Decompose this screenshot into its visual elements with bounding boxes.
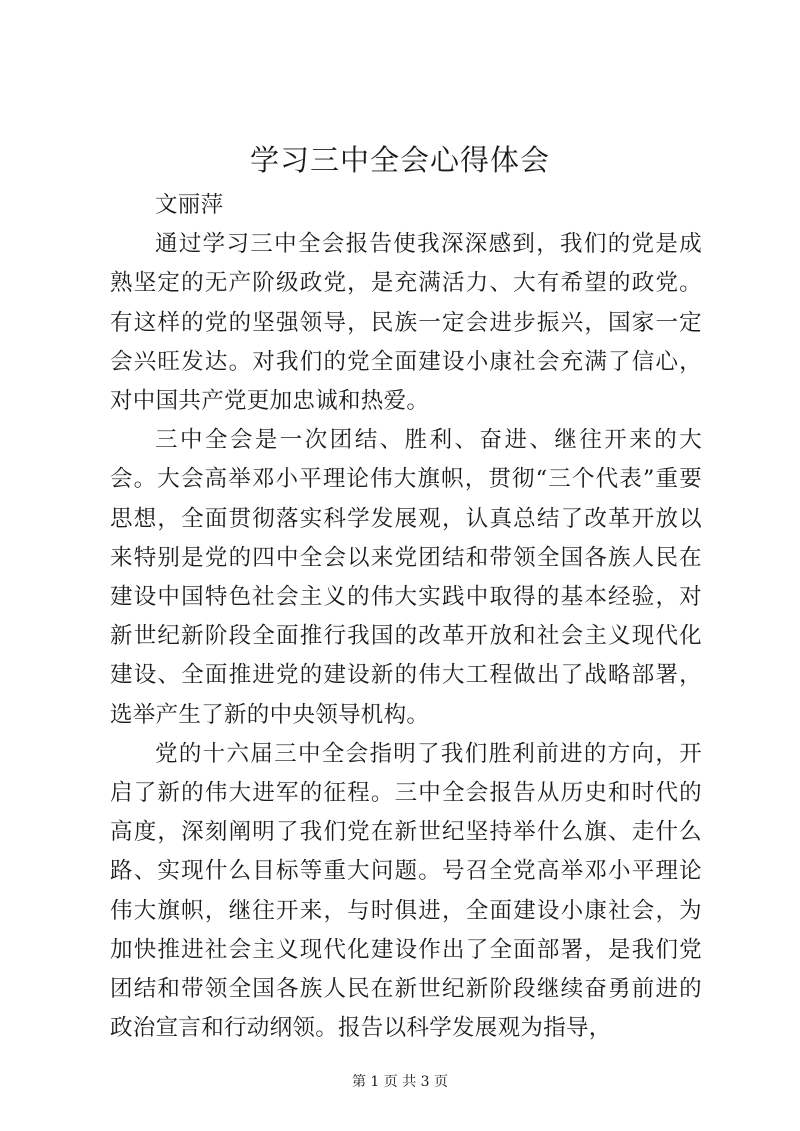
- document-title: 学习三中全会心得体会: [249, 143, 550, 177]
- author-name: 文丽萍: [155, 192, 224, 218]
- paragraph-1: 通过学习三中全会报告使我深深感到，我们的党是成熟坚定的无产阶级政党，是充满活力、大有希望的政党。有这样的党的坚强领导，民族一定会进步振兴，国家一定会兴旺发达。对我们的党全面建设小康社会充满了信心，对中国共产党更加忠诚和热爱。: [110, 231, 702, 415]
- document-body: [110, 186, 702, 1048]
- page-footer: 第 1 页 共 3 页: [351, 1074, 449, 1090]
- paragraph-2: 三中全会是一次团结、胜利、奋进、继往开来的大会。大会高举邓小平理论伟大旗帜，贯彻“三个代表”重要思想，全面贯彻落实科学发展观，认真总结了改革开放以来特别是党的四中全会以来党团结和带领全国各族人民在建设中国特色社会主义的伟大实践中取得的基本经验，对新世纪新阶段全面推行我国的改革开放和社会主义现代化建设、全面推进党的建设新的伟大工程做出了战略部署，选举产生了新的中央领导机构。: [110, 427, 702, 728]
- paragraph-3: 党的十六届三中全会指明了我们胜利前进的方向，开启了新的伟大进军的征程。三中全会报告从历史和时代的高度，深刻阐明了我们党在新世纪坚持举什么旗、走什么路、实现什么目标等重大问题。号召全党高举邓小平理论伟大旗帜，继往开来，与时俱进，全面建设小康社会，为加快推进社会主义现代化建设作出了全面部署，是我们党团结和带领全国各族人民在新世纪新阶段继续奋勇前进的政治宣言和行动纲领。报告以科学发展观为指导，: [110, 740, 702, 1042]
